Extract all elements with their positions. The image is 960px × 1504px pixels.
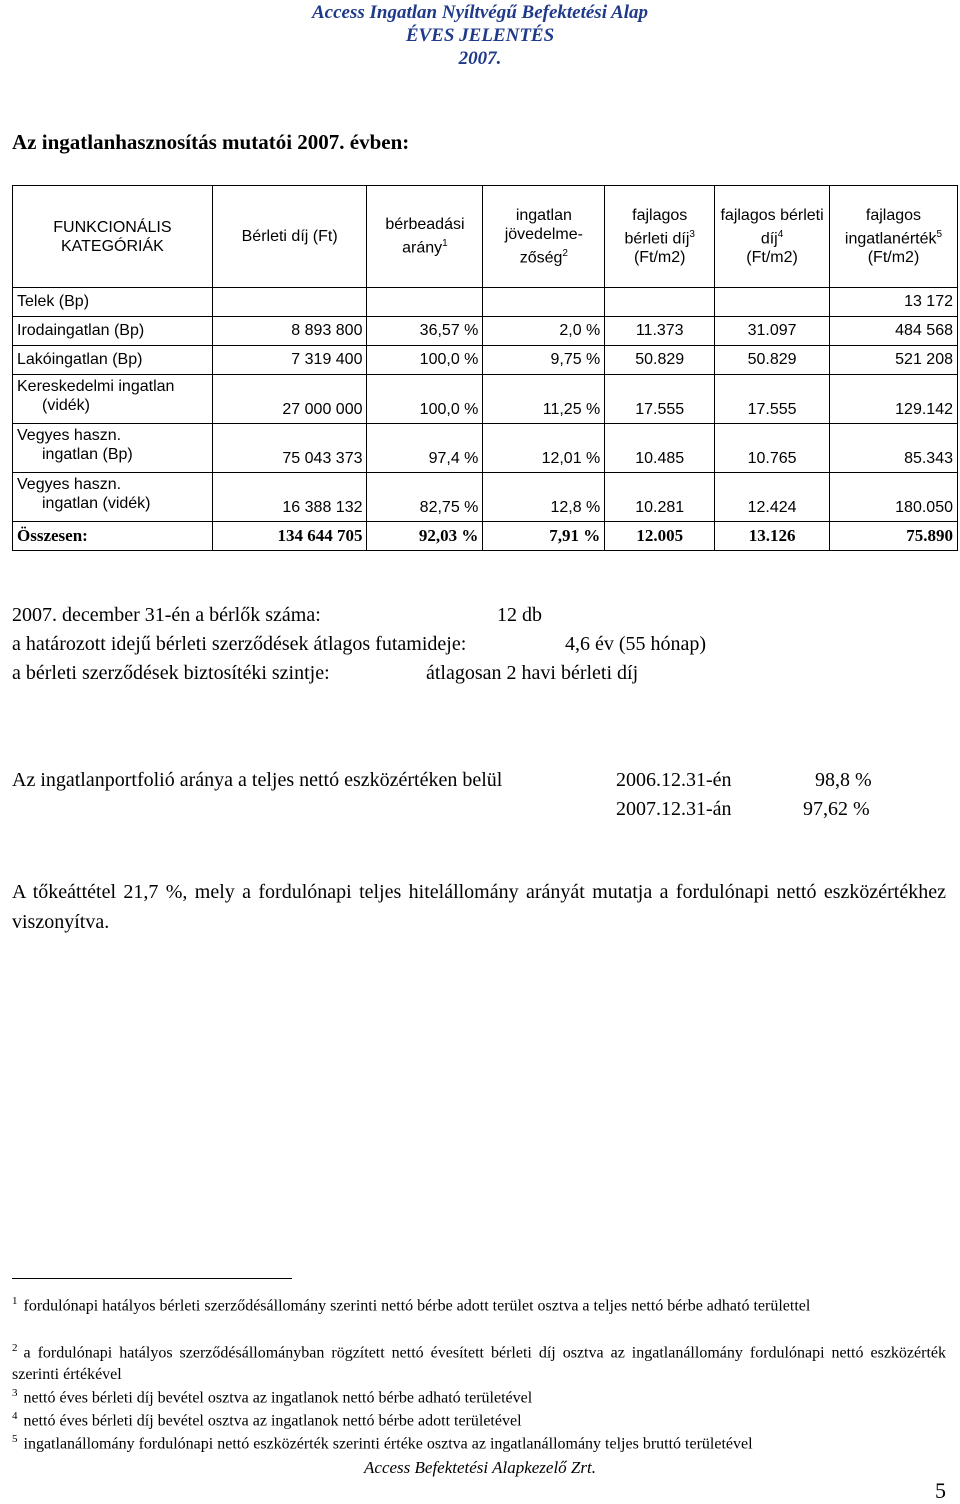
- row-category: Vegyes haszn. ingatlan (Bp): [13, 424, 213, 473]
- row-category: Telek (Bp): [13, 288, 213, 317]
- total-label: Összesen:: [13, 522, 213, 551]
- header-occupancy: bérbeadási arány$^1$: [367, 186, 483, 288]
- lease-deposit-label: a bérleti szerződések biztosítéki szintje:: [12, 662, 330, 684]
- footnote-5: $^5$ ingatlanállomány fordulónapi nettó eszközérték szerinti értéke osztva az ingatlanállomány teljes bruttó területével: [12, 1433, 753, 1453]
- table-row: Lakóingatlan (Bp) 7 319 400 100,0 % 9,75 % 50.829 50.829 521 208: [13, 346, 958, 375]
- footnote-3: $^3$ nettó éves bérleti díj bevétel osztva az ingatlanok nettó bérbe adható területével: [12, 1387, 533, 1407]
- table-row: Vegyes haszn. ingatlan (Bp) 75 043 373 97,4 % 12,01 % 10.485 10.765 85.343: [13, 424, 958, 473]
- footnote-2: $^2$ a fordulónapi hatályos szerződésállományban rögzített nettó évesített bérleti díj osztva az ingatlanállomány fordulónapi nettó eszközérték szerinti értékével: [12, 1342, 946, 1384]
- utilization-table: [12, 185, 958, 551]
- tenants-value: 12 db: [497, 604, 542, 626]
- table-row: Kereskedelmi ingatlan (vidék) 27 000 000 100,0 % 11,25 % 17.555 17.555 129.142: [13, 375, 958, 424]
- portfolio-date-2007: 2007.12.31-án: [616, 798, 732, 820]
- page-footer: Access Befektetési Alapkezelő Zrt.: [364, 1458, 596, 1477]
- tenants-label: 2007. december 31-én a bérlők száma:: [12, 604, 321, 626]
- header-specific-rent-2: fajlagos bérleti díj$^4$ (Ft/m2): [715, 186, 830, 288]
- lease-deposit-value: átlagosan 2 havi bérleti díj: [426, 662, 639, 684]
- portfolio-ratio-label: Az ingatlanportfolió aránya a teljes nettó eszközértéken belül: [12, 769, 503, 791]
- table-header-row: [13, 186, 958, 288]
- row-category: Irodaingatlan (Bp): [13, 317, 213, 346]
- portfolio-value-2006: 98,8 %: [815, 769, 872, 791]
- row-category: Kereskedelmi ingatlan (vidék): [13, 375, 213, 424]
- lease-duration-value: 4,6 év (55 hónap): [565, 633, 707, 655]
- table-row: Vegyes haszn. ingatlan (vidék) 16 388 132 82,75 % 12,8 % 10.281 12.424 180.050: [13, 473, 958, 522]
- report-header-fund-name: Access Ingatlan Nyíltvégű Befektetési Alap: [312, 2, 648, 23]
- row-category: Lakóingatlan (Bp): [13, 346, 213, 375]
- portfolio-value-2007: 97,62 %: [803, 798, 870, 820]
- lease-duration-label: a határozott idejű bérleti szerződések átlagos futamideje:: [12, 633, 467, 655]
- footnote-divider: [12, 1278, 292, 1279]
- header-rent: Bérleti díj (Ft): [212, 186, 367, 288]
- header-category: FUNKCIONÁLIS KATEGÓRIÁK: [13, 186, 213, 288]
- footnote-4: $^4$ nettó éves bérleti díj bevétel osztva az ingatlanok nettó bérbe adott területével: [12, 1410, 522, 1430]
- header-specific-rent-1: fajlagos bérleti díj$^3$ (Ft/m2): [605, 186, 715, 288]
- portfolio-date-2006: 2006.12.31-én: [616, 769, 732, 791]
- table-row: Irodaingatlan (Bp) 8 893 800 36,57 % 2,0 % 11.373 31.097 484 568: [13, 317, 958, 346]
- footnote-1: $^1$ fordulónapi hatályos bérleti szerződésállomány szerinti nettó bérbe adott terület osztva a teljes nettó bérbe adható területtel: [12, 1295, 811, 1315]
- page-number: 5: [935, 1478, 946, 1503]
- row-category: Vegyes haszn. ingatlan (vidék): [13, 473, 213, 522]
- header-specific-value: fajlagos ingatlanérték$^5$ (Ft/m2): [829, 186, 957, 288]
- section-title: Az ingatlanhasznosítás mutatói 2007. évben:: [12, 130, 410, 154]
- table-total-row: Összesen: 134 644 705 92,03 % 7,91 % 12.005 13.126 75.890: [13, 522, 958, 551]
- table-row: Telek (Bp) 13 172: [13, 288, 958, 317]
- report-header-year: 2007.: [458, 48, 502, 69]
- header-yield: ingatlan jövedelme-zőség$^2$: [483, 186, 605, 288]
- leverage-paragraph: A tőkeáttétel 21,7 %, mely a fordulónapi teljes hitelállomány arányát mutatja a fordulónapi nettó eszközértékhez viszonyítva.: [12, 881, 946, 933]
- report-header-title: ÉVES JELENTÉS: [405, 25, 555, 46]
